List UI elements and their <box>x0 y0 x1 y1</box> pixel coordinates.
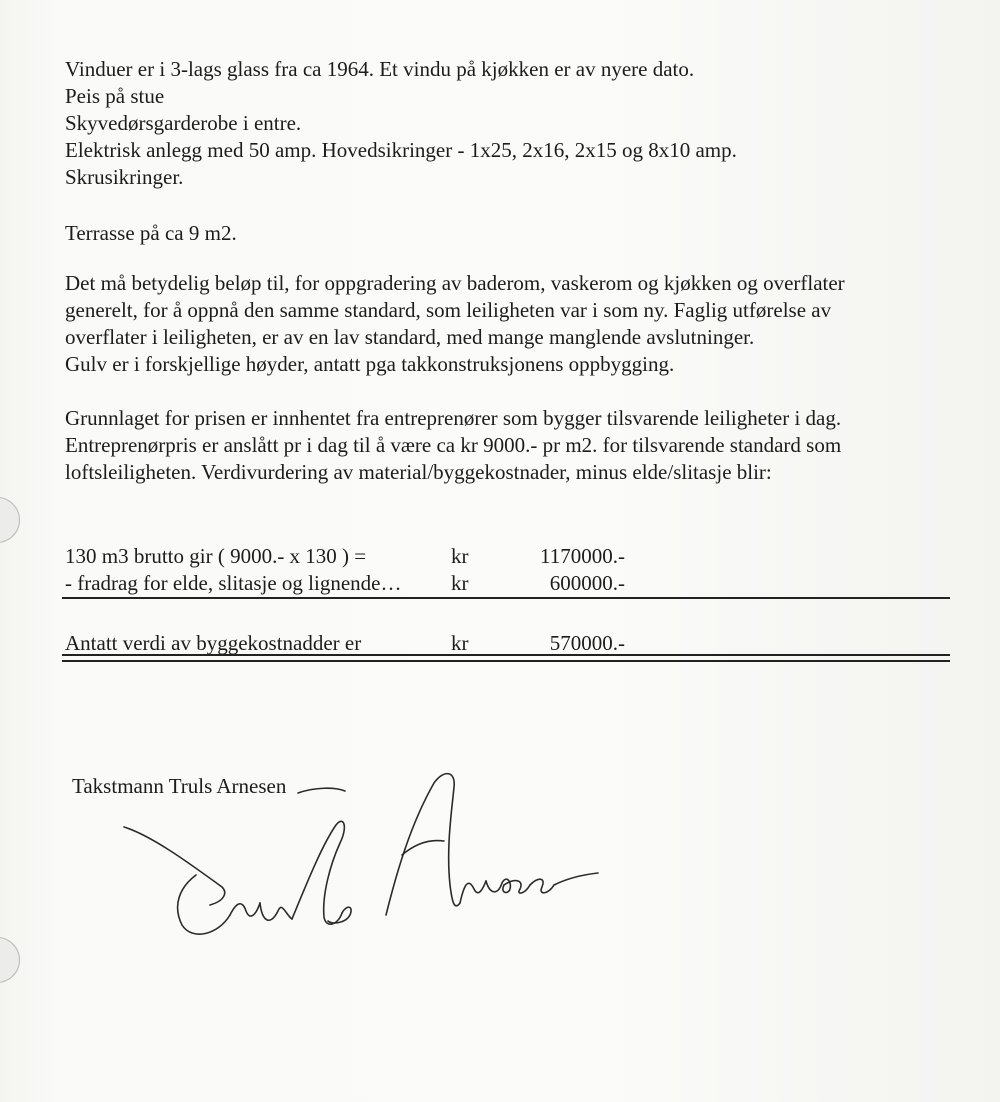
terrace-paragraph <box>65 220 965 247</box>
text-line: generelt, for å oppnå den samme standard, som leiligheten var i som ny. Faglig utførelse av <box>65 298 832 322</box>
text-line: Vinduer er i 3-lags glass fra ca 1964. Et vindu på kjøkken er av nyere dato. <box>65 57 695 81</box>
condition-paragraph <box>65 270 965 378</box>
calc-amount: 1170000.- <box>540 544 625 568</box>
text-line: overflater i leiligheten, er av en lav standard, med mange manglende avslutninger. <box>65 325 755 349</box>
total-label: Antatt verdi av byggekostnadder er <box>65 631 362 655</box>
text-line: Entreprenørpris er anslått pr i dag til å være ca kr 9000.- pr m2. for tilsvarende standard som <box>65 433 842 457</box>
text-line: Det må betydelig beløp til, for oppgradering av baderom, vaskerom og kjøkken og overflater <box>65 271 845 295</box>
text-line: Skrusikringer. <box>65 165 184 189</box>
property-details-paragraph <box>65 56 965 191</box>
total-currency: kr <box>451 631 469 655</box>
total-amount: 570000.- <box>549 631 625 655</box>
total-double-rule <box>62 654 950 662</box>
subtotal-rule <box>62 597 950 599</box>
calc-label: 130 m3 brutto gir ( 9000.- x 130 ) = <box>65 544 367 568</box>
binder-hole <box>0 937 20 983</box>
binder-hole <box>0 497 20 543</box>
text-line: Skyvedørsgarderobe i entre. <box>65 111 302 135</box>
text-line: Terrasse på ca 9 m2. <box>65 221 237 245</box>
pricing-basis-paragraph <box>65 405 965 486</box>
handwritten-signature <box>110 765 630 955</box>
text-line: Peis på stue <box>65 84 165 108</box>
calc-currency: kr <box>451 544 469 568</box>
text-line: loftsleiligheten. Verdivurdering av material/byggekostnader, minus elde/slitasje blir: <box>65 460 772 484</box>
calc-currency: kr <box>451 571 469 595</box>
calc-amount: 600000.- <box>549 571 625 595</box>
text-line: Elektrisk anlegg med 50 amp. Hovedsikringer - 1x25, 2x16, 2x15 og 8x10 amp. <box>65 138 737 162</box>
calc-label: - fradrag for elde, slitasje og lignende… <box>65 571 402 595</box>
text-line: Grunnlaget for prisen er innhentet fra entreprenører som bygger tilsvarende leiligheter i dag. <box>65 406 842 430</box>
text-line: Gulv er i forskjellige høyder, antatt pga takkonstruksjonens oppbygging. <box>65 352 675 376</box>
signer-name: Takstmann Truls Arnesen <box>72 774 287 798</box>
